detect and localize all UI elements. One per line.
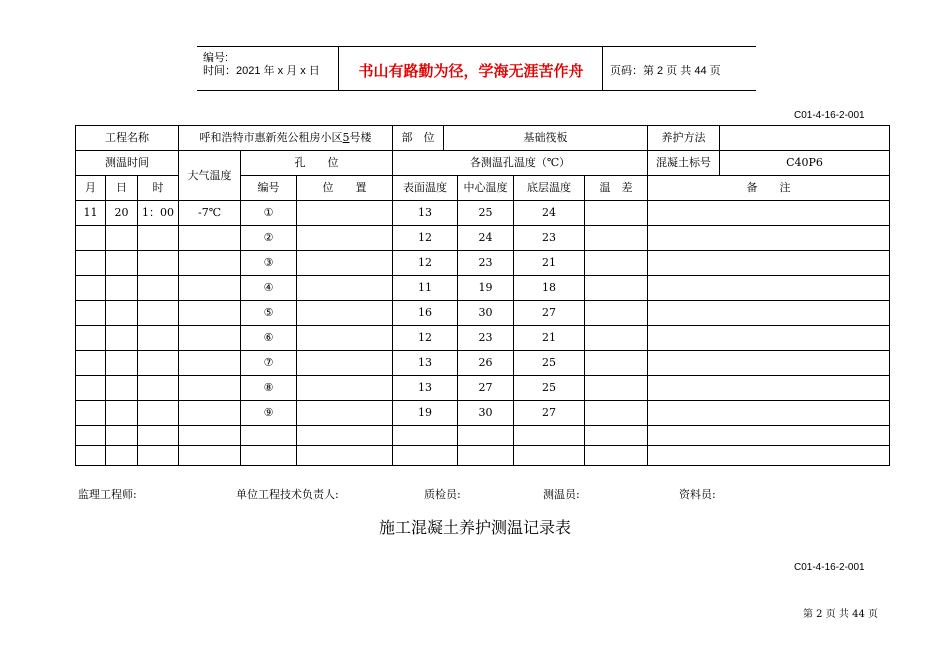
table-row — [76, 376, 890, 401]
col-month: 月 — [76, 176, 106, 201]
table-row — [76, 351, 890, 376]
hour-cell — [138, 446, 179, 466]
remark-cell — [648, 226, 890, 251]
header-divider — [338, 46, 339, 90]
center-temp-cell: 30 — [458, 401, 514, 426]
air-temp-cell — [179, 251, 241, 276]
position-cell — [297, 251, 393, 276]
bottom-temp-cell: 23 — [514, 226, 585, 251]
table-row — [76, 426, 890, 446]
time-label: 时间：2021 年 x 月 x 日 — [203, 65, 320, 77]
col-day: 日 — [106, 176, 138, 201]
bottom-temp-cell: 21 — [514, 251, 585, 276]
hour-cell — [138, 301, 179, 326]
temp-diff-cell — [585, 446, 648, 466]
bottom-temp-cell: 25 — [514, 376, 585, 401]
bottom-temp-cell: 21 — [514, 326, 585, 351]
hour-cell — [138, 276, 179, 301]
day-cell — [106, 276, 138, 301]
col-pos: 位 置 — [297, 176, 393, 201]
day-cell: 20 — [106, 201, 138, 226]
surface-temp-cell: 12 — [393, 251, 458, 276]
hole-no-cell — [241, 426, 297, 446]
position-cell — [297, 201, 393, 226]
position-cell — [297, 426, 393, 446]
temp-diff-cell — [585, 201, 648, 226]
position-cell — [297, 446, 393, 466]
surface-temp-cell — [393, 446, 458, 466]
surface-temp-cell: 13 — [393, 376, 458, 401]
air-temp-cell — [179, 326, 241, 351]
bottom-temp-cell — [514, 446, 585, 466]
position-cell — [297, 226, 393, 251]
center-temp-cell: 24 — [458, 226, 514, 251]
month-cell — [76, 446, 106, 466]
col-diff: 温 差 — [585, 176, 648, 201]
hour-cell — [138, 376, 179, 401]
motto: 书山有路勤为径，学海无涯苦作舟 — [358, 62, 584, 80]
page-label: 页码：第 2 页 共 44 页 — [610, 65, 721, 77]
bottom-temp-cell: 27 — [514, 401, 585, 426]
air-temp-cell — [179, 426, 241, 446]
surface-temp-cell: 11 — [393, 276, 458, 301]
doc-code-top: C01-4-16-2-001 — [794, 110, 865, 121]
bottom-temp-cell: 18 — [514, 276, 585, 301]
month-cell — [76, 401, 106, 426]
center-temp-cell: 23 — [458, 251, 514, 276]
table-row — [76, 301, 890, 326]
doc-code-bottom: C01-4-16-2-001 — [794, 562, 865, 573]
grade-label: 混凝土标号 — [648, 151, 720, 176]
hole-no-cell: ③ — [241, 251, 297, 276]
col-remark: 备 注 — [648, 176, 890, 201]
archivist-sign: 资料员: — [679, 488, 716, 501]
table-row — [76, 151, 890, 176]
bottom-temp-cell: 24 — [514, 201, 585, 226]
table-row — [76, 446, 890, 466]
air-temp-cell — [179, 351, 241, 376]
surface-temp-cell: 19 — [393, 401, 458, 426]
project-name-label: 工程名称 — [76, 126, 179, 151]
hole-no-cell: ④ — [241, 276, 297, 301]
hole-temp-label: 各测温孔温度（℃） — [393, 151, 648, 176]
temp-diff-cell — [585, 376, 648, 401]
month-cell — [76, 326, 106, 351]
table-row — [76, 126, 890, 151]
col-hour: 时 — [138, 176, 179, 201]
month-cell — [76, 251, 106, 276]
part-value: 基础筏板 — [444, 126, 648, 151]
surface-temp-cell — [393, 426, 458, 446]
temp-diff-cell — [585, 276, 648, 301]
air-temp-cell — [179, 376, 241, 401]
surface-temp-cell: 12 — [393, 326, 458, 351]
col-center: 中心温度 — [458, 176, 514, 201]
project-name-value: 呼和浩特市惠新苑公租房小区5号楼 — [179, 126, 393, 151]
hole-no-cell: ⑧ — [241, 376, 297, 401]
air-temp-cell — [179, 226, 241, 251]
surface-temp-cell: 12 — [393, 226, 458, 251]
temp-diff-cell — [585, 426, 648, 446]
center-temp-cell: 23 — [458, 326, 514, 351]
remark-cell — [648, 201, 890, 226]
hour-cell — [138, 326, 179, 351]
day-cell — [106, 376, 138, 401]
air-temp-label: 大气温度 — [179, 151, 241, 201]
footer-page: 第 2 页 共 44 页 — [803, 609, 878, 620]
month-cell — [76, 376, 106, 401]
month-cell — [76, 301, 106, 326]
surface-temp-cell: 16 — [393, 301, 458, 326]
air-temp-cell: -7℃ — [179, 201, 241, 226]
hole-no-cell — [241, 446, 297, 466]
air-temp-cell — [179, 446, 241, 466]
position-cell — [297, 276, 393, 301]
position-cell — [297, 326, 393, 351]
day-cell — [106, 301, 138, 326]
serial-label: 编号: — [203, 52, 229, 64]
center-temp-cell: 30 — [458, 301, 514, 326]
center-temp-cell — [458, 446, 514, 466]
header-bottom-rule — [197, 90, 756, 91]
table-row — [76, 251, 890, 276]
hour-cell — [138, 426, 179, 446]
center-temp-cell — [458, 426, 514, 446]
remark-cell — [648, 446, 890, 466]
temperature-record-table — [75, 125, 890, 466]
temp-diff-cell — [585, 351, 648, 376]
day-cell — [106, 426, 138, 446]
table-row — [76, 201, 890, 226]
hour-cell — [138, 251, 179, 276]
table-row — [76, 401, 890, 426]
doc-title: 施工混凝土养护测温记录表 — [378, 518, 571, 537]
hole-no-cell: ① — [241, 201, 297, 226]
hour-cell: 1：00 — [138, 201, 179, 226]
day-cell — [106, 446, 138, 466]
temp-diff-cell — [585, 326, 648, 351]
remark-cell — [648, 376, 890, 401]
supervisor-sign: 监理工程师: — [78, 488, 137, 501]
thermometrist-sign: 测温员: — [543, 488, 580, 501]
day-cell — [106, 326, 138, 351]
air-temp-cell — [179, 301, 241, 326]
hour-cell — [138, 401, 179, 426]
grade-value: C40P6 — [720, 151, 890, 176]
remark-cell — [648, 351, 890, 376]
bottom-temp-cell: 27 — [514, 301, 585, 326]
hour-cell — [138, 351, 179, 376]
table-row — [76, 276, 890, 301]
position-cell — [297, 351, 393, 376]
table-row — [76, 326, 890, 351]
remark-cell — [648, 276, 890, 301]
center-temp-cell: 26 — [458, 351, 514, 376]
hour-cell — [138, 226, 179, 251]
temp-diff-cell — [585, 226, 648, 251]
tech-lead-sign: 单位工程技术负责人: — [236, 488, 339, 501]
table-row — [76, 226, 890, 251]
remark-cell — [648, 301, 890, 326]
center-temp-cell: 27 — [458, 376, 514, 401]
hole-no-cell: ⑥ — [241, 326, 297, 351]
remark-cell — [648, 251, 890, 276]
center-temp-cell: 25 — [458, 201, 514, 226]
hole-no-cell: ⑦ — [241, 351, 297, 376]
curing-label: 养护方法 — [648, 126, 720, 151]
position-cell — [297, 301, 393, 326]
month-cell — [76, 351, 106, 376]
hole-no-cell: ⑨ — [241, 401, 297, 426]
month-cell — [76, 276, 106, 301]
hole-label: 孔 位 — [241, 151, 393, 176]
day-cell — [106, 351, 138, 376]
inspector-sign: 质检员: — [424, 488, 461, 501]
col-surface: 表面温度 — [393, 176, 458, 201]
day-cell — [106, 226, 138, 251]
header-divider — [602, 46, 603, 90]
hole-no-cell: ② — [241, 226, 297, 251]
temp-diff-cell — [585, 401, 648, 426]
remark-cell — [648, 326, 890, 351]
temp-diff-cell — [585, 301, 648, 326]
bottom-temp-cell — [514, 426, 585, 446]
part-label: 部 位 — [393, 126, 444, 151]
temp-diff-cell — [585, 251, 648, 276]
day-cell — [106, 401, 138, 426]
position-cell — [297, 401, 393, 426]
center-temp-cell: 19 — [458, 276, 514, 301]
curing-value — [720, 126, 890, 151]
month-cell — [76, 226, 106, 251]
bottom-temp-cell: 25 — [514, 351, 585, 376]
remark-cell — [648, 401, 890, 426]
col-no: 编号 — [241, 176, 297, 201]
air-temp-cell — [179, 276, 241, 301]
col-bottom: 底层温度 — [514, 176, 585, 201]
hole-no-cell: ⑤ — [241, 301, 297, 326]
month-cell — [76, 426, 106, 446]
header-top-rule — [197, 46, 756, 47]
position-cell — [297, 376, 393, 401]
surface-temp-cell: 13 — [393, 201, 458, 226]
remark-cell — [648, 426, 890, 446]
month-cell: 11 — [76, 201, 106, 226]
day-cell — [106, 251, 138, 276]
measure-time-label: 测温时间 — [76, 151, 179, 176]
air-temp-cell — [179, 401, 241, 426]
surface-temp-cell: 13 — [393, 351, 458, 376]
